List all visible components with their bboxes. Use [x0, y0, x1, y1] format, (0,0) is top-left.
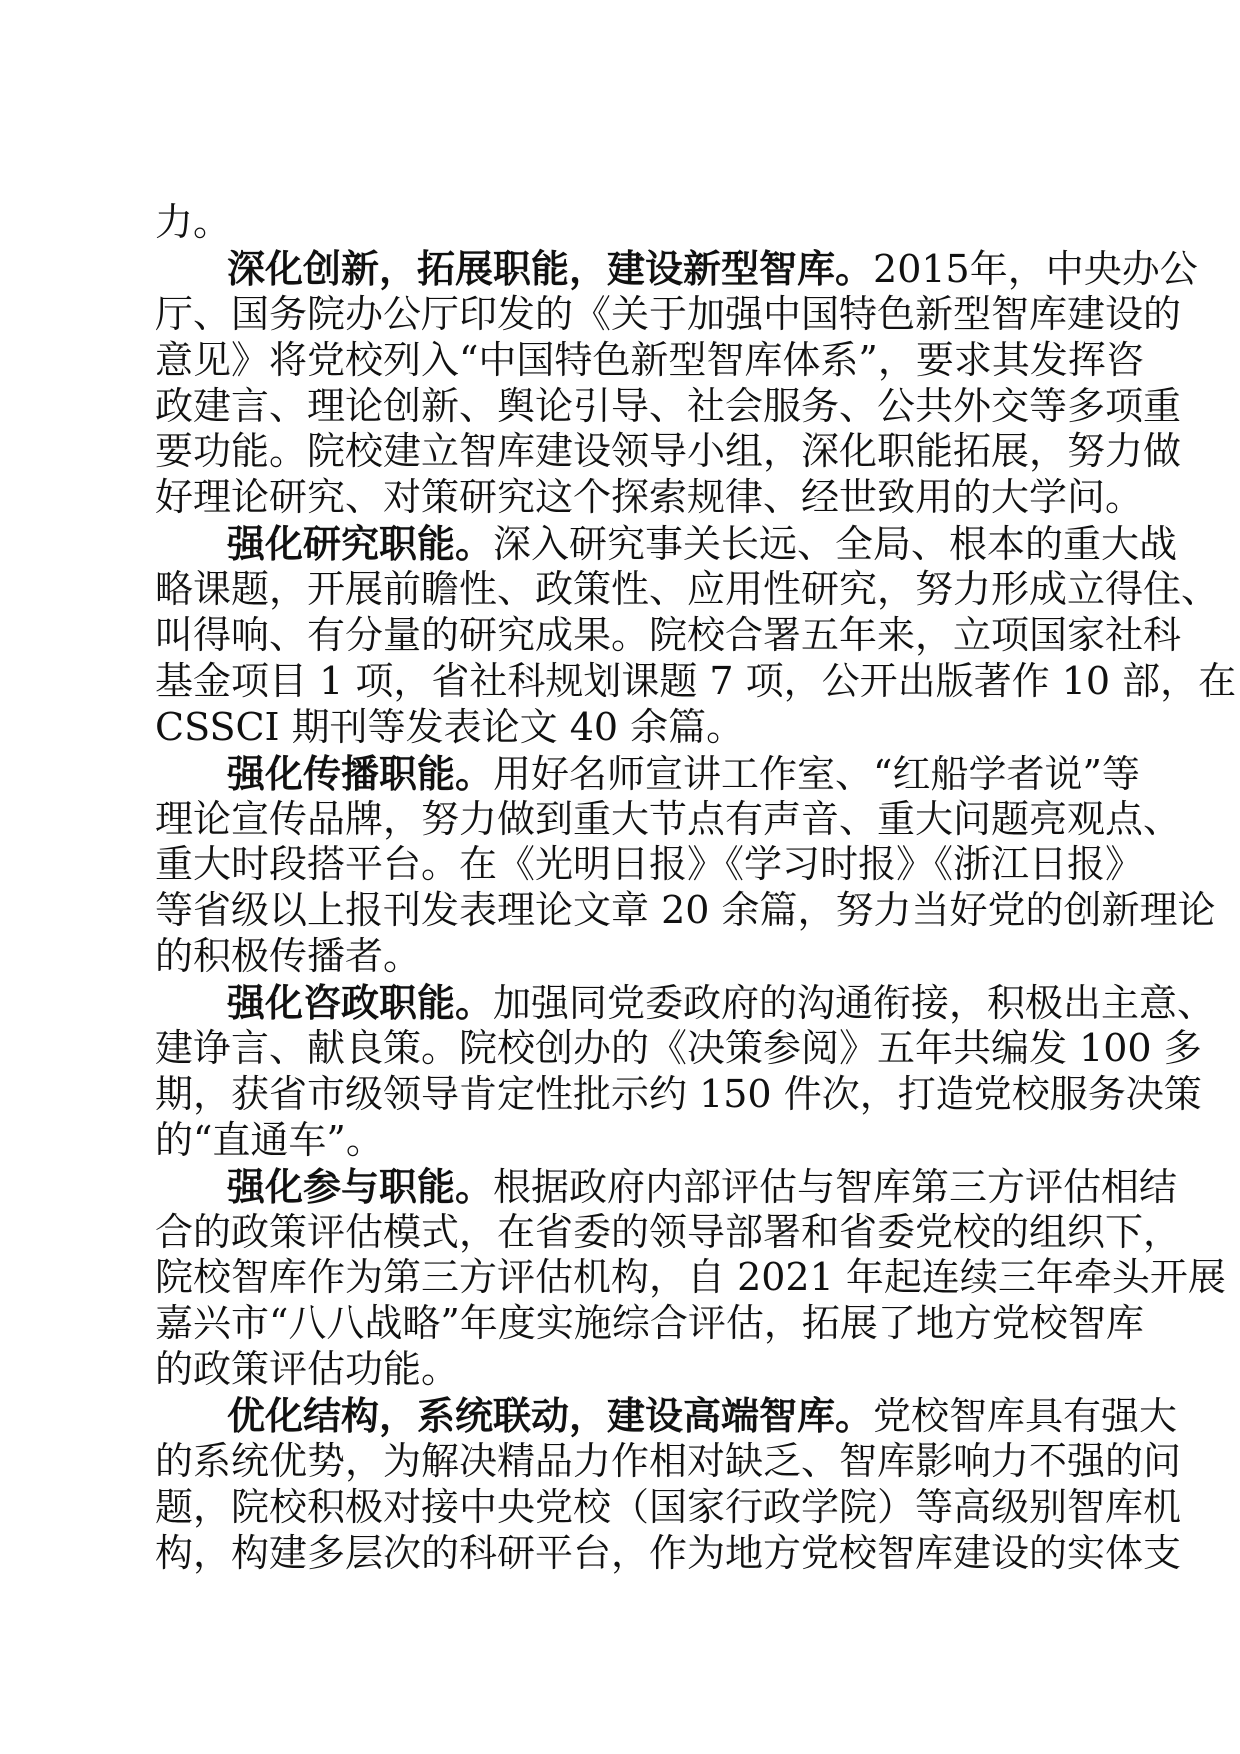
text-line: [155, 1163, 1178, 1210]
text-line: [155, 934, 1081, 980]
line-text: 要功能。院校建立智库建设领导小组，深化职能拓展，努力做: [155, 429, 1182, 474]
text-line: [155, 1301, 1144, 1347]
text-line: [155, 1026, 1202, 1072]
line-text: 略课题，开展前瞻性、政策性、应用性研究，努力形成立得住、: [155, 567, 1220, 612]
text-line: [155, 475, 1144, 521]
paragraph-heading: 强化参与职能。: [227, 1163, 494, 1209]
text-line: [155, 1393, 1178, 1439]
line-text: 建诤言、献良策。院校创办的《决策参阅》五年共编发 100 多: [155, 1026, 1202, 1071]
text-line: [155, 291, 1182, 338]
text-line: [155, 1255, 1226, 1301]
paragraph-heading: 强化咨政职能。: [227, 980, 494, 1026]
line-text: 党校智库具有强大: [873, 1394, 1178, 1439]
paragraph-heading: 强化传播职能。: [227, 750, 494, 796]
text-line: [155, 888, 1216, 934]
line-text: 的系统优势，为解决精品力作相对缺乏、智库影响力不强的问: [155, 1439, 1182, 1484]
line-text: 基金项目 1 项，省社科规划课题 7 项，公开出版著作 10 部，在: [155, 658, 1237, 703]
line-text: 的政策评估功能。: [155, 1347, 460, 1392]
text-line: [155, 658, 1237, 705]
line-text: 政建言、理论创新、舆论引导、社会服务、公共外交等多项重: [155, 383, 1182, 428]
line-text: CSSCI 期刊等发表论文 40 余篇。: [155, 704, 745, 749]
text-line: [155, 613, 1182, 659]
line-text: 嘉兴市“八八战略”年度实施综合评估，拓展了地方党校智库: [155, 1301, 1144, 1346]
text-line: [155, 200, 1081, 246]
line-text: 的“直通车”。: [155, 1117, 384, 1162]
line-text: 根据政府内部评估与智库第三方评估相结: [493, 1164, 1178, 1209]
line-text: 理论宣传品牌，努力做到重大节点有声音、重大问题亮观点、: [155, 796, 1182, 841]
line-text: 叫得响、有分量的研究成果。院校合署五年来，立项国家社科: [155, 613, 1182, 658]
line-text: 好理论研究、对策研究这个探索规律、经世致用的大学问。: [155, 475, 1144, 520]
text-line: [155, 337, 1144, 384]
text-line: [155, 1347, 1081, 1393]
text-line: [155, 429, 1182, 475]
paragraph-heading: 强化研究职能。: [227, 521, 494, 567]
text-line: [155, 1484, 1182, 1531]
text-line: [155, 1118, 1081, 1164]
text-line: [155, 383, 1182, 430]
text-line: [155, 1439, 1182, 1485]
line-text: 意见》将党校列入“中国特色新型智库体系”，要求其发挥咨: [155, 337, 1144, 382]
line-text: 力。: [155, 200, 232, 244]
line-text: 等省级以上报刊发表理论文章 20 余篇，努力当好党的创新理论: [155, 888, 1216, 933]
line-text: 院校智库作为第三方评估机构，自 2021 年起连续三年牵头开展: [155, 1255, 1226, 1300]
text-line: [155, 796, 1182, 843]
text-line: [155, 842, 1144, 888]
line-text: 重大时段搭平台。在《光明日报》《学习时报》《浙江日报》: [155, 842, 1144, 887]
line-text: 加强同党委政府的沟通衔接，积极出主意、: [493, 981, 1216, 1026]
line-text: 的积极传播者。: [155, 934, 422, 979]
line-text: 合的政策评估模式，在省委的领导部署和省委党校的组织下，: [155, 1209, 1182, 1254]
text-line: [155, 567, 1220, 613]
line-text: 构，构建多层次的科研平台，作为地方党校智库建设的实体支: [155, 1530, 1182, 1575]
line-text: 期，获省市级领导肯定性批示约 150 件次，打造党校服务决策: [155, 1071, 1202, 1116]
line-text: 2015年，中央办公: [873, 246, 1198, 291]
text-line: [155, 245, 1198, 292]
text-line: [155, 750, 1140, 797]
document-body: [155, 200, 1237, 1577]
paragraph-heading: 深化创新，拓展职能，建设新型智库。: [227, 245, 874, 291]
line-text: 厅、国务院办公厅印发的《关于加强中国特色新型智库建设的: [155, 291, 1182, 336]
text-line: [155, 705, 1081, 751]
text-line: [155, 1071, 1202, 1118]
line-text: 题，院校积极对接中央党校（国家行政学院）等高级别智库机: [155, 1484, 1182, 1529]
text-line: [155, 980, 1216, 1026]
text-line: [155, 521, 1178, 567]
line-text: 用好名师宣讲工作室、“红船学者说”等: [493, 751, 1140, 796]
paragraph-heading: 优化结构，系统联动，建设高端智库。: [227, 1393, 874, 1439]
line-text: 深入研究事关长远、全局、根本的重大战: [493, 522, 1178, 567]
text-line: [155, 1530, 1182, 1577]
text-line: [155, 1209, 1182, 1256]
